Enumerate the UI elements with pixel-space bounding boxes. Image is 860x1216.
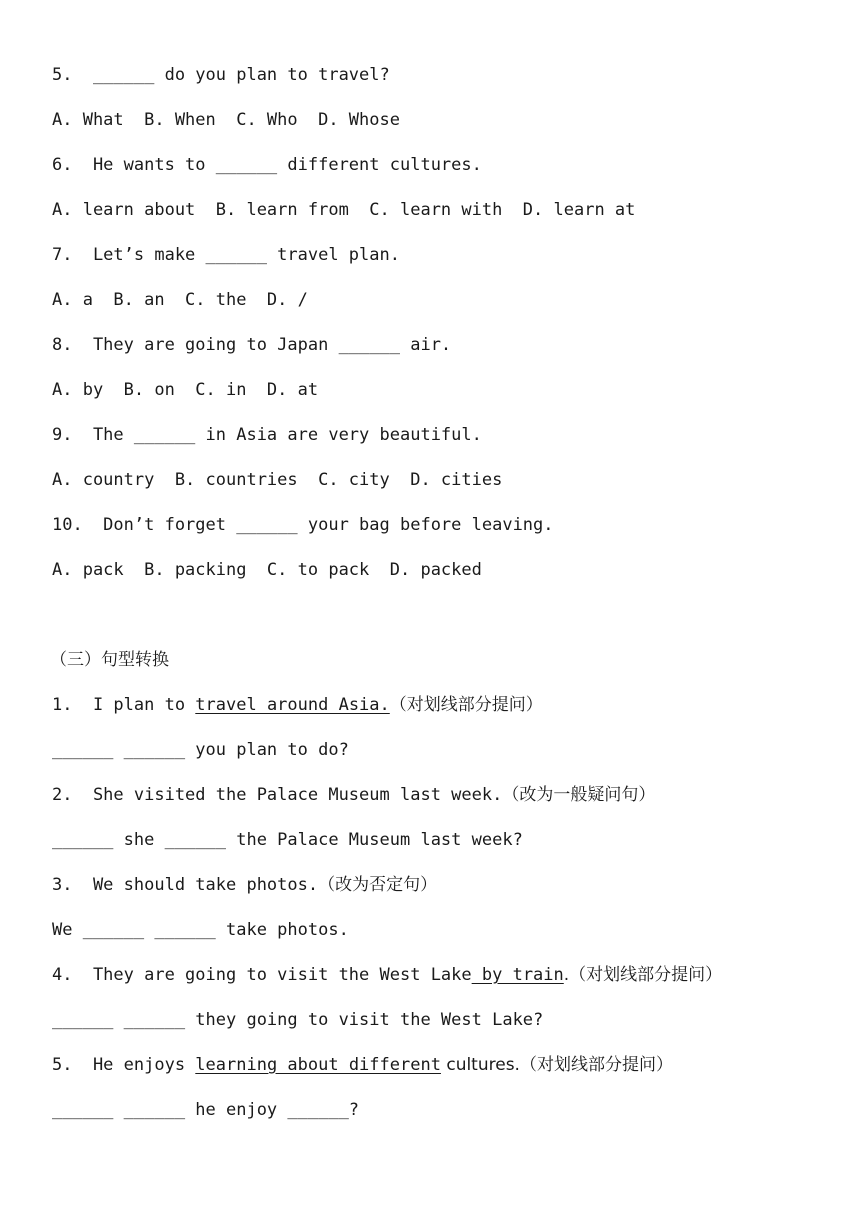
question-8: 8. They are going to Japan ______ air. [52, 335, 452, 355]
options-10: A. pack B. packing C. to pack D. packed [52, 560, 482, 580]
instruction: .（对划线部分提问） [563, 965, 723, 985]
transform-item-5 [52, 1054, 673, 1076]
question-10: 10. Don’t forget ______ your bag before leaving. [52, 515, 554, 535]
options-6: A. learn about B. learn from C. learn with D. learn at [52, 200, 636, 220]
answer-line-4: ______ ______ they going to visit the West Lake? [52, 1010, 544, 1030]
options-8: A. by B. on C. in D. at [52, 380, 319, 400]
section-heading: （三）句型转换 [50, 650, 169, 670]
answer-line-3: We ______ ______ take photos. [52, 920, 349, 940]
transform-item-4 [52, 964, 722, 986]
question-7: 7. Let’s make ______ travel plan. [52, 245, 400, 265]
prompt-text: 2. She visited the Palace Museum last week. [52, 785, 503, 805]
instruction: cultures.（对划线部分提问） [440, 1055, 673, 1075]
prompt-text: 3. We should take photos. [52, 875, 319, 895]
underlined-part: by train [471, 965, 564, 985]
transform-item-1 [52, 694, 543, 716]
options-5: A. What B. When C. Who D. Whose [52, 110, 400, 130]
options-7: A. a B. an C. the D. / [52, 290, 308, 310]
answer-line-5: ______ ______ he enjoy ______? [52, 1100, 360, 1120]
question-6: 6. He wants to ______ different cultures. [52, 155, 482, 175]
prompt-text: 5. He enjoys [52, 1055, 196, 1075]
question-9: 9. The ______ in Asia are very beautiful. [52, 425, 482, 445]
prompt-text: 4. They are going to visit the West Lake [52, 965, 472, 985]
underlined-part: learning about different [195, 1055, 441, 1075]
answer-line-2: ______ she ______ the Palace Museum last week? [52, 830, 523, 850]
transform-item-2 [52, 784, 655, 806]
instruction: （对划线部分提问） [389, 695, 543, 715]
answer-line-1: ______ ______ you plan to do? [52, 740, 349, 760]
underlined-part: travel around Asia. [195, 695, 390, 715]
options-9: A. country B. countries C. city D. cities [52, 470, 503, 490]
instruction: （改为否定句） [318, 875, 438, 895]
prompt-text: 1. I plan to [52, 695, 196, 715]
instruction: （改为一般疑问句） [502, 785, 656, 805]
question-5: 5. ______ do you plan to travel? [52, 65, 390, 85]
transform-item-3 [52, 874, 437, 896]
